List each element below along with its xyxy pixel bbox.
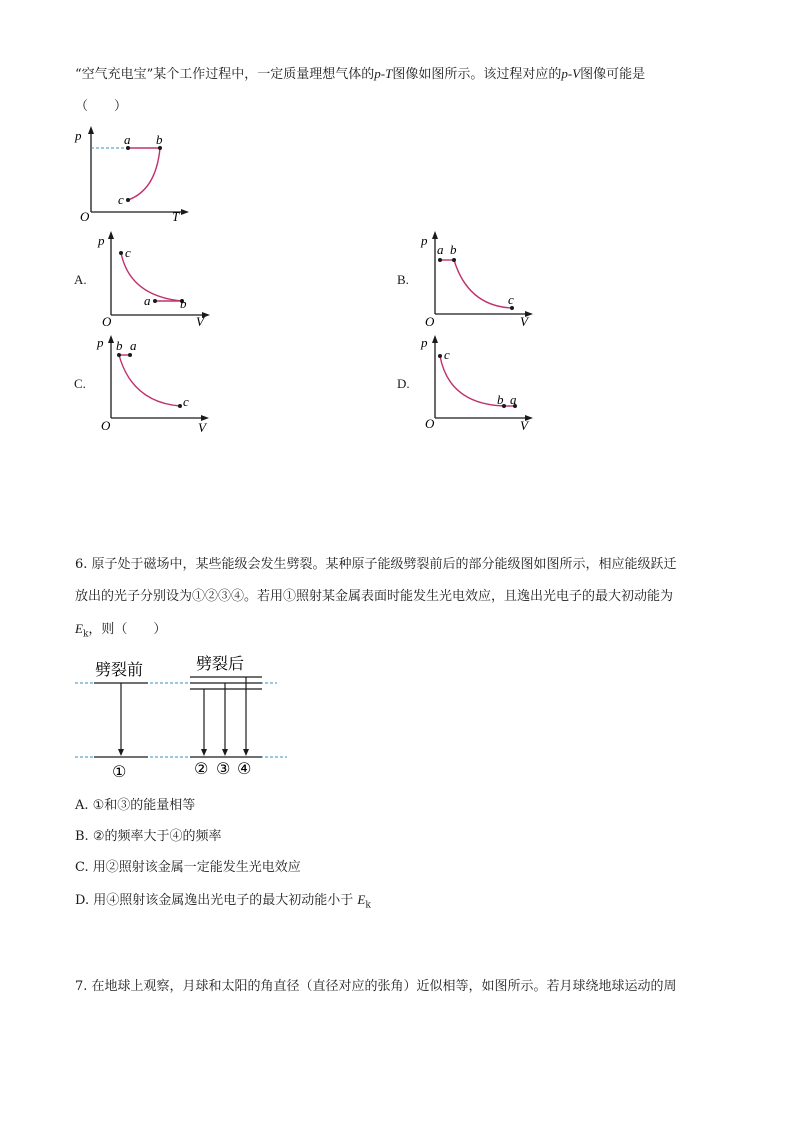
q5-stem-pV: p-V — [561, 66, 581, 81]
label-a: a — [130, 338, 137, 353]
label-a: a — [124, 132, 131, 147]
q5-blank: （ ） — [75, 99, 128, 114]
label-c: c — [118, 192, 124, 207]
q5-stem-text-c: 图像可能是 — [580, 67, 646, 82]
curve — [121, 253, 182, 301]
transition-1-arrowhead — [118, 749, 124, 756]
label-O: O — [425, 314, 435, 329]
q7-stem-line1: 7. 在地球上观察，月球和太阳的角直径（直径对应的张角）近似相等，如图所示。若月球绕地球运动的周 — [75, 979, 677, 994]
label-V: V — [520, 418, 528, 433]
q5-stem-text-a: “空气充电宝”某个工作过程中，一定质量理想气体的 — [75, 67, 375, 82]
q5-option-a-label: A. — [74, 272, 87, 287]
point-c — [438, 354, 442, 358]
q5-stem-line1 — [75, 65, 645, 84]
label-b: b — [116, 338, 123, 353]
q6-stem-line2: 放出的光子分别设为①②③④。若用①照射某金属表面时能发生光电效应，且逸出光电子的最大初动能为 — [75, 589, 674, 604]
p-axis-arrow — [108, 231, 114, 239]
label-1: ① — [112, 762, 127, 781]
q5-option-d-figure — [416, 332, 541, 434]
label-p: p — [421, 233, 428, 248]
q5-option-c-label: C. — [74, 376, 86, 391]
label-V: V — [196, 314, 204, 329]
q6-option-b: B. ②的频率大于④的频率 — [75, 829, 222, 844]
transition-4-arrowhead — [243, 749, 249, 756]
curve — [440, 356, 504, 406]
cb-curve — [128, 148, 160, 200]
q6-Ek-k: k — [82, 629, 89, 640]
label-c: c — [183, 394, 189, 409]
q6-energy-level-figure — [72, 652, 294, 782]
label-a: a — [144, 293, 151, 308]
point-c — [119, 251, 123, 255]
label-after-split: 劈裂后 — [196, 654, 245, 673]
q6-option-a: A. ①和③的能量相等 — [75, 798, 196, 813]
label-O: O — [80, 209, 90, 224]
point-c — [126, 198, 130, 202]
q5-stem-pT: p-T — [374, 66, 393, 81]
label-V: V — [198, 420, 206, 435]
label-T: T — [172, 209, 180, 224]
label-V: V — [520, 314, 528, 329]
curve — [454, 260, 512, 308]
label-O: O — [102, 314, 112, 329]
q5-option-c-figure — [92, 332, 217, 434]
q6-stem-line3 — [75, 620, 166, 644]
label-b: b — [180, 296, 187, 311]
label-b: b — [497, 392, 504, 407]
q6-option-d-E: E — [357, 892, 366, 907]
q6-option-d-k: k — [365, 900, 371, 911]
label-2: ② — [194, 759, 209, 778]
p-axis-arrow — [88, 126, 94, 134]
label-before-split: 劈裂前 — [95, 660, 144, 679]
label-a: a — [510, 392, 517, 407]
q6-stem-line3-rest: ，则（ ） — [88, 622, 167, 637]
q5-pT-figure — [72, 124, 192, 224]
curve — [119, 355, 180, 406]
label-O: O — [101, 418, 111, 433]
p-axis-arrow — [108, 335, 114, 343]
q5-stem-text-b: 图像如图所示。该过程对应的 — [392, 67, 562, 82]
label-3: ③ — [216, 759, 231, 778]
q6-option-d — [75, 891, 371, 915]
label-p: p — [98, 233, 105, 248]
q5-option-b-label: B. — [397, 272, 409, 287]
point-c — [178, 404, 182, 408]
label-p: p — [421, 335, 428, 350]
label-a: a — [437, 242, 444, 257]
q6-stem-line1: 6. 原子处于磁场中，某些能级会发生劈裂。某种原子能级劈裂前后的部分能级图如图所示，相应能级跃迁 — [75, 557, 677, 572]
q5-option-d-label: D. — [397, 376, 410, 391]
label-O: O — [425, 416, 435, 431]
point-a — [438, 258, 442, 262]
label-b: b — [156, 132, 163, 147]
transition-3-arrowhead — [222, 749, 228, 756]
label-c: c — [508, 292, 514, 307]
q6-option-d-text: D. 用④照射该金属逸出光电子的最大初动能小于 — [75, 893, 358, 908]
p-axis-arrow — [432, 335, 438, 343]
point-b — [452, 258, 456, 262]
point-a — [128, 353, 132, 357]
q6-option-c: C. 用②照射该金属一定能发生光电效应 — [75, 860, 301, 875]
label-4: ④ — [237, 759, 252, 778]
label-p: p — [97, 335, 104, 350]
label-p: p — [75, 128, 82, 143]
q5-option-a-figure — [92, 228, 217, 330]
q5-option-b-figure — [416, 228, 541, 330]
point-a — [153, 299, 157, 303]
label-c: c — [444, 347, 450, 362]
q6-Ek-E: E — [75, 621, 83, 636]
p-axis-arrow — [432, 231, 438, 239]
label-b: b — [450, 242, 457, 257]
point-b — [117, 353, 121, 357]
t-axis-arrow — [181, 209, 189, 215]
label-c: c — [125, 245, 131, 260]
transition-2-arrowhead — [201, 749, 207, 756]
